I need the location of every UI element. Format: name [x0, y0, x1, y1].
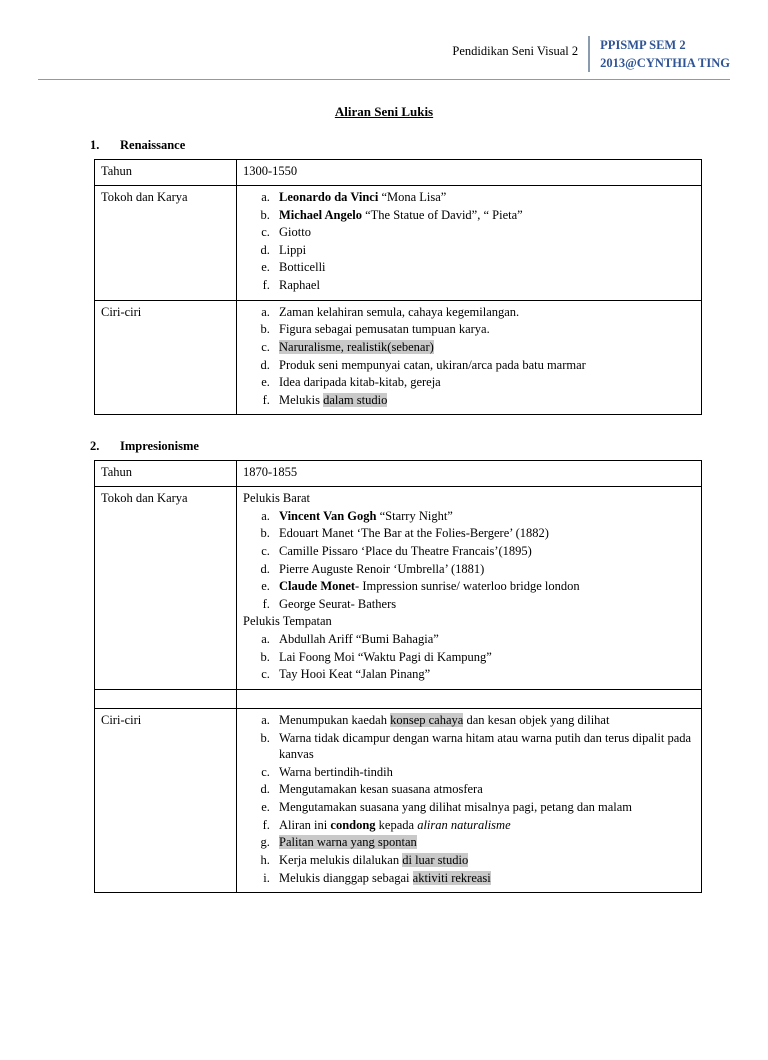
list-item: d. Mengutamakan kesan suasana atmosfera	[273, 781, 696, 798]
list-item: d. Produk seni mempunyai catan, ukiran/arca pada batu marmar	[273, 357, 696, 374]
table-renaissance	[94, 159, 702, 415]
table-row	[95, 461, 702, 487]
table-row	[95, 487, 702, 690]
section-title-2: Impresionisme	[120, 439, 199, 454]
artist-work: Edouart Manet ‘The Bar at the Folies-Bergere’ (1882)	[279, 526, 549, 541]
list-item	[273, 224, 696, 241]
section-impresionisme	[38, 439, 730, 893]
table-row	[95, 185, 702, 300]
tokoh-list-1	[243, 189, 696, 294]
highlight-text: di luar studio	[402, 852, 469, 867]
list-item	[273, 189, 696, 206]
list-item	[273, 578, 696, 595]
list-item: c. Warna bertindih-tindih	[273, 764, 696, 781]
italic-text: aliran naturalisme	[417, 817, 511, 832]
cell-label-tahun: Tahun	[95, 461, 237, 487]
artist-work: - Impression sunrise/ waterloo bridge london	[355, 579, 580, 594]
tokoh-list-tempatan	[243, 631, 696, 683]
list-item	[273, 596, 696, 613]
list-item: f. Melukis dalam studio	[273, 392, 696, 409]
header-divider	[588, 36, 590, 72]
list-item: a. Menumpukan kaedah konsep cahaya dan kesan objek yang dilihat	[273, 712, 696, 729]
list-item: i. Melukis dianggap sebagai aktiviti rekreasi	[273, 870, 696, 887]
table-row	[95, 708, 702, 892]
table-spacer-row	[95, 689, 702, 708]
page-title: Aliran Seni Lukis	[334, 104, 434, 120]
list-item	[273, 277, 696, 294]
artist-work: George Seurat- Bathers	[279, 596, 397, 611]
section-number-1: 1.	[90, 138, 100, 153]
highlight-text: konsep cahaya	[390, 712, 464, 727]
list-item	[273, 339, 696, 356]
list-item	[273, 207, 696, 224]
cell-label-ciri: Ciri-ciri	[95, 708, 237, 892]
list-item: e. Idea daripada kitab-kitab, gereja	[273, 374, 696, 391]
list-item	[273, 508, 696, 525]
list-item	[273, 525, 696, 542]
ciri-list-1	[243, 304, 696, 409]
cell-value-ciri	[237, 708, 702, 892]
artist-name: Leonardo da Vinci	[279, 189, 379, 204]
artist-work: Camille Pissaro ‘Place du Theatre Francais’(1895)	[279, 543, 532, 558]
artist-name: Michael Angelo	[279, 207, 362, 222]
header-subject: Pendidikan Seni Visual 2	[452, 44, 579, 58]
header-program: PPISMP SEM 2	[600, 38, 686, 52]
cell-value-tokoh	[237, 185, 702, 300]
highlight-text: aktiviti rekreasi	[412, 870, 491, 885]
list-item: c. Tay Hooi Keat “Jalan Pinang”	[273, 666, 696, 683]
table-impresionisme	[94, 460, 702, 893]
tokoh-list-barat	[243, 508, 696, 613]
list-item	[273, 834, 696, 851]
artist-name: Vincent Van Gogh	[279, 508, 377, 523]
artist-work: “The Statue of David”, “ Pieta”	[361, 207, 523, 222]
header-rule	[38, 79, 730, 80]
list-item: h. Kerja melukis dilalukan di luar studio	[273, 852, 696, 869]
ciri-list-2	[243, 712, 696, 886]
subgroup-title-tempatan: Pelukis Tempatan	[243, 614, 332, 629]
spacer-cell-left	[95, 689, 237, 708]
list-item: a. Zaman kelahiran semula, cahaya kegemilangan.	[273, 304, 696, 321]
artist-work: “Mona Lisa”	[378, 189, 447, 204]
list-item: b. Warna tidak dicampur dengan warna hitam atau warna putih dan terus dipalit pada kanvas	[273, 730, 696, 763]
header-author-block	[600, 36, 730, 72]
list-item	[273, 242, 696, 259]
table-row	[95, 160, 702, 186]
artist-work: Raphael	[279, 278, 320, 292]
document-page	[0, 36, 768, 1060]
artist-work: Lippi	[279, 242, 307, 257]
artist-work: Giotto	[279, 225, 311, 240]
page-header	[38, 36, 730, 76]
cell-value-tahun: 1300-1550	[237, 160, 702, 186]
list-item: b. Lai Foong Moi “Waktu Pagi di Kampung”	[273, 649, 696, 666]
section-heading-2	[38, 439, 730, 454]
artist-name: Claude Monet	[279, 579, 356, 594]
section-spacer	[0, 415, 768, 439]
list-item	[273, 259, 696, 276]
subgroup-title-barat: Pelukis Barat	[243, 491, 311, 505]
cell-label-tokoh: Tokoh dan Karya	[95, 487, 237, 690]
cell-label-tokoh: Tokoh dan Karya	[95, 185, 237, 300]
cell-label-tahun: Tahun	[95, 160, 237, 186]
emphasis-text: condong	[330, 817, 376, 832]
table-row	[95, 300, 702, 415]
list-item: b. Figura sebagai pemusatan tumpuan karya.	[273, 321, 696, 338]
artist-work: “Starry Night”	[376, 508, 453, 523]
spacer-cell-right	[237, 689, 702, 708]
section-renaissance	[38, 138, 730, 415]
list-item: f. Aliran ini condong kepada aliran naturalisme	[273, 817, 696, 834]
list-item	[273, 543, 696, 560]
highlight-text: dalam studio	[323, 392, 388, 407]
cell-value-ciri	[237, 300, 702, 415]
list-item: e. Mengutamakan suasana yang dilihat misalnya pagi, petang dan malam	[273, 799, 696, 816]
artist-work: Pierre Auguste Renoir ‘Umbrella’ (1881)	[279, 561, 485, 576]
artist-work: Botticelli	[279, 260, 326, 275]
list-item	[273, 561, 696, 578]
section-number-2: 2.	[90, 439, 100, 454]
highlight-text: Naruralisme, realistik(sebenar)	[279, 339, 434, 354]
header-author: 2013@CYNTHIA TING	[600, 56, 730, 71]
cell-value-tahun: 1870-1855	[237, 461, 702, 487]
section-heading-1	[38, 138, 730, 153]
cell-label-ciri: Ciri-ciri	[95, 300, 237, 415]
section-title-1: Renaissance	[120, 138, 186, 153]
cell-value-tokoh	[237, 487, 702, 690]
list-item: a. Abdullah Ariff “Bumi Bahagia”	[273, 631, 696, 648]
highlight-text: Palitan warna yang spontan	[279, 835, 417, 850]
